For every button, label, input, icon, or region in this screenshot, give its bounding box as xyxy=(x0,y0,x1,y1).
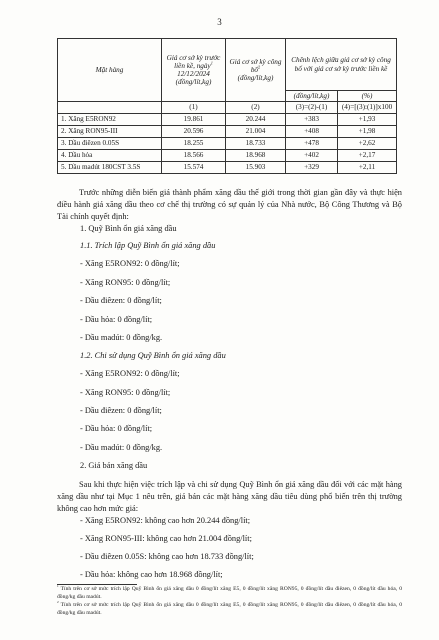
header-diff-pct: (%) xyxy=(338,91,397,102)
header-diff xyxy=(286,39,397,91)
page-number: 3 xyxy=(217,17,222,27)
footnote-2 xyxy=(57,602,402,617)
header-new-price-sup: 2 xyxy=(258,64,261,70)
cell-name: 5. Dầu madút 180CST 3.5S xyxy=(58,161,162,173)
table-row xyxy=(58,137,397,149)
section1-title: 1. Quỹ Bình ổn giá xăng dầu xyxy=(80,224,177,233)
table-row xyxy=(58,125,397,137)
cell-diff: +383 xyxy=(286,113,338,125)
table-row xyxy=(58,161,397,173)
header-product-label: Mặt hàng xyxy=(95,66,124,74)
list-item: - Xăng E5RON92: không cao hơn 20.244 đồng/lít; xyxy=(80,516,251,525)
footnote-1-text: Tính trên cơ sở mức trích lập Quỹ Bình ổn giá xăng dầu 0 đồng/lít xăng E5, 0 đồng/lít xăng RON95, 0 đồng/lít dầu điêzen, 0 đồng/lít dầu hỏa, 0 đồng/kg dầu madút. xyxy=(57,586,402,600)
cell-pct: +2,62 xyxy=(338,137,397,149)
cell-new: 18.968 xyxy=(226,149,286,161)
list-item: - Dầu hỏa: không cao hơn 18.968 đồng/lít; xyxy=(80,570,223,579)
cell-new: 20.244 xyxy=(226,113,286,125)
header-new-price-label: Giá cơ sở kỳ công bố xyxy=(229,57,282,74)
cell-prev: 19.861 xyxy=(162,113,226,125)
list-item: - Xăng RON95-III: không cao hơn 21.004 đồng/lít; xyxy=(80,534,252,543)
table-header-row xyxy=(58,39,397,91)
cell-pct: +2,11 xyxy=(338,161,397,173)
header-prev-price-date: 12/12/2024 xyxy=(177,70,210,79)
table-row xyxy=(58,113,397,125)
cell-prev: 18.566 xyxy=(162,149,226,161)
list-item: - Dầu hỏa: 0 đồng/lít; xyxy=(80,424,153,433)
header-new-price-unit: (đồng/lít,kg) xyxy=(237,74,274,83)
list-item: - Xăng E5RON92: 0 đồng/lít; xyxy=(80,369,180,378)
header-diff-abs: (đồng/lít,kg) xyxy=(286,91,338,102)
cell-diff: +402 xyxy=(286,149,338,161)
header-prev-price xyxy=(162,39,226,102)
cell-name: 2. Xăng RON95-III xyxy=(58,125,162,137)
table-row xyxy=(58,149,397,161)
index-3: (3)=(2)-(1) xyxy=(286,102,338,113)
list-item: - Xăng RON95: 0 đồng/lít; xyxy=(80,278,171,287)
list-item: - Dầu madút: 0 đồng/kg. xyxy=(80,443,163,452)
cell-pct: +1,93 xyxy=(338,113,397,125)
cell-diff: +329 xyxy=(286,161,338,173)
footnote-1-mark: 1 xyxy=(57,584,59,589)
header-new-price xyxy=(226,39,286,102)
list-item: - Dầu điêzen: 0 đồng/lít; xyxy=(80,296,162,305)
cell-prev: 18.255 xyxy=(162,137,226,149)
list-item: - Xăng E5RON92: 0 đồng/lít; xyxy=(80,259,180,268)
list-item: - Dầu điêzen 0.05S: không cao hơn 18.733 đồng/lít; xyxy=(80,552,254,561)
section2-title: 2. Giá bán xăng dầu xyxy=(80,461,148,470)
index-4: (4)=[(3):(1)]x100 xyxy=(338,102,397,113)
index-empty xyxy=(58,102,162,113)
section2-paragraph: Sau khi thực hiện việc trích lập và chi sử dụng Quỹ Bình ổn giá xăng dầu đối với các mặt hàng xăng dầu như tại Mục 1 nêu trên, giá bán các mặt hàng xăng dầu tiêu dùng phổ biến trên thị trường không cao hơn mức giá: xyxy=(57,480,402,514)
cell-diff: +478 xyxy=(286,137,338,149)
section1-1-title: 1.1. Trích lập Quỹ Bình ổn giá xăng dầu xyxy=(80,241,216,250)
table-index-row xyxy=(58,102,397,113)
index-2: (2) xyxy=(226,102,286,113)
list-item: - Dầu madút: 0 đồng/kg. xyxy=(80,333,163,342)
footnote-2-mark: 2 xyxy=(57,600,59,605)
footnote-2-text: Tính trên cơ sở mức trích lập Quỹ Bình ổn giá xăng dầu 0 đồng/lít xăng E5, 0 đồng/lít xăng RON95, 0 đồng/lít dầu điêzen, 0 đồng/lít dầu hỏa, 0 đồng/kg dầu madút. xyxy=(57,602,402,616)
list-item: - Xăng RON95: 0 đồng/lít; xyxy=(80,388,171,397)
header-diff-label: Chênh lệch giữa giá cơ sở kỳ công bố với giá cơ sở kỳ trước liền kề xyxy=(291,56,391,73)
list-item: - Dầu điêzen: 0 đồng/lít; xyxy=(80,406,162,415)
footnote-rule xyxy=(57,584,137,585)
cell-prev: 15.574 xyxy=(162,161,226,173)
cell-new: 15.903 xyxy=(226,161,286,173)
price-table xyxy=(57,38,397,174)
index-1: (1) xyxy=(162,102,226,113)
cell-new: 18.733 xyxy=(226,137,286,149)
header-prev-price-sup: 1 xyxy=(210,60,213,66)
header-product xyxy=(58,39,162,102)
cell-diff: +408 xyxy=(286,125,338,137)
header-prev-price-label: Giá cơ sở kỳ trước liền kề, ngày xyxy=(166,53,221,70)
list-item: - Dầu hỏa: 0 đồng/lít; xyxy=(80,315,153,324)
cell-prev: 20.596 xyxy=(162,125,226,137)
cell-name: 4. Dầu hỏa xyxy=(58,149,162,161)
header-prev-price-unit: (đồng/lít,kg) xyxy=(175,78,212,87)
cell-name: 1. Xăng E5RON92 xyxy=(58,113,162,125)
cell-pct: +2,17 xyxy=(338,149,397,161)
cell-name: 3. Dầu điêzen 0.05S xyxy=(58,137,162,149)
section1-2-title: 1.2. Chi sử dụng Quỹ Bình ổn giá xăng dầu xyxy=(80,351,226,360)
footnote-1 xyxy=(57,586,402,601)
cell-new: 21.004 xyxy=(226,125,286,137)
cell-pct: +1,98 xyxy=(338,125,397,137)
intro-paragraph: Trước những diễn biến giá thành phẩm xăng dầu thế giới trong thời gian gần đây và thực hiện điều hành giá xăng dầu theo cơ chế thị trường có sự quản lý của Nhà nước, Bộ Công Thương và Bộ Tài chính quyết định: xyxy=(57,188,402,222)
